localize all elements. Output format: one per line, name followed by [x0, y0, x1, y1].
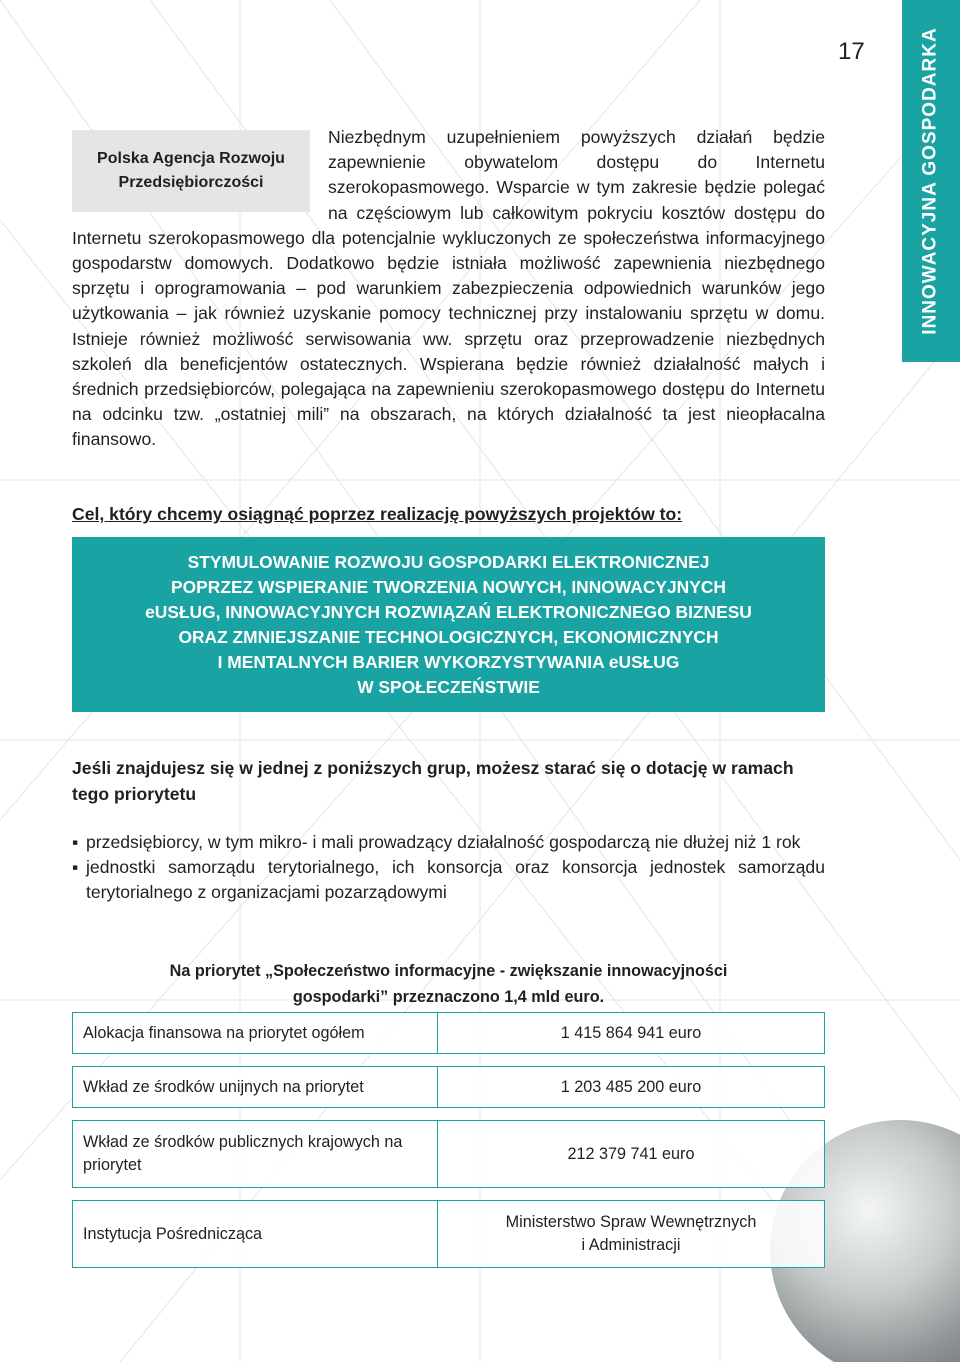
value-line: Ministerstwo Spraw Wewnętrznych — [505, 1213, 757, 1231]
goal-line: W SPOŁECZEŃSTWIE — [357, 676, 540, 697]
section-title-text: INNOWACYJNA GOSPODARKA — [920, 27, 941, 335]
list-item — [72, 855, 825, 905]
table-cell-value — [438, 1200, 825, 1268]
table-cell-label: Wkład ze środków unijnych na priorytet — [72, 1066, 438, 1108]
table-row — [72, 1012, 825, 1054]
priority-note-line2: gospodarki” przeznaczono 1,4 mld euro. — [292, 988, 605, 1006]
table-row — [72, 1200, 825, 1268]
bullet-icon: ▪ — [72, 857, 79, 878]
value-line: i Administracji — [581, 1236, 681, 1254]
list-item-text: przedsiębiorcy, w tym mikro- i mali prowadzący działalność gospodarczą nie dłużej niż 1 rok — [86, 832, 801, 852]
value-line: 1 415 864 941 euro — [560, 1023, 702, 1042]
eligibility-list — [72, 830, 825, 906]
eligibility-heading: Jeśli znajdujesz się w jednej z poniższych grup, możesz starać się o dotację w ramach tego priorytetu — [72, 758, 794, 804]
table-row — [72, 1120, 825, 1188]
goal-heading: Cel, który chcemy osiągnąć poprzez realizację powyższych projektów to: — [72, 504, 683, 524]
priority-note-line1: Na priorytet „Społeczeństwo informacyjne - zwiększanie innowacyjności — [169, 962, 728, 980]
table-cell-value — [438, 1066, 825, 1108]
list-item — [72, 830, 825, 855]
goal-line: POPRZEZ WSPIERANIE TWORZENIA NOWYCH, INNOWACYJNYCH — [171, 576, 726, 597]
bullet-icon: ▪ — [72, 832, 79, 852]
goal-line: I MENTALNYCH BARIER WYKORZYSTYWANIA eUSŁUG — [217, 651, 680, 672]
goal-line: ORAZ ZMNIEJSZANIE TECHNOLOGICZNYCH, EKONOMICZNYCH — [178, 626, 719, 647]
page-number: 17 — [838, 38, 865, 65]
table-cell-label: Wkład ze środków publicznych krajowych na priorytet — [72, 1120, 438, 1188]
list-item-text: jednostki samorządu terytorialnego, ich konsorcja oraz konsorcja jednostek samorządu terytorialnego z organizacjami pozarządowymi — [86, 857, 825, 903]
goal-line: eUSŁUG, INNOWACYJNYCH ROZWIĄZAŃ ELEKTRONICZNEGO BIZNESU — [145, 601, 752, 622]
agency-name-line2: Przedsiębiorczości — [118, 174, 264, 191]
agency-float-spacer — [72, 125, 328, 225]
body-paragraph — [72, 125, 825, 453]
table-cell-label: Instytucja Pośrednicząca — [72, 1200, 438, 1268]
body-paragraph-text: Niezbędnym uzupełnieniem powyższych działań będzie zapewnienie obywatelom dostępu do Internetu szerokopasmowego. Wsparcie w tym zakresie będzie polegać na częściowym lub całkowitym pokryciu kosztów dostępu do Internetu szerokopasmowego dla potencjalnie wykluczonych ze społeczeństwa informacyjnego gospodarstw domowych. Dodatkowo będzie istniała możliwość zapewnienia niezbędnego sprzętu i oprogramowania – pod warunkiem zabezpieczenia odpowiednich warunków jego użytkowania – jak również uzyskanie pomocy technicznej przy instalowaniu sprzętu w domu. Istnieje również możliwość serwisowania ww. sprzętu oraz przeprowadzenie niezbędnych szkoleń dla beneficjentów ostatecznych. Wspierana będzie również działalność małych i średnich przedsiębiorców, polegająca na zapewnieniu szerokopasmowego dostępu do Internetu na odcinku tzw. „ostatniej mili” na obszarach, na których działalność ta jest nieopłacalna finansowo. — [72, 127, 825, 450]
goal-line: STYMULOWANIE ROZWOJU GOSPODARKI ELEKTRONICZNEJ — [187, 551, 710, 572]
section-title — [902, 0, 960, 362]
value-line: 1 203 485 200 euro — [560, 1077, 702, 1096]
goal-box — [72, 537, 825, 712]
agency-name-line1: Polska Agencja Rozwoju — [97, 150, 285, 167]
table-cell-value — [438, 1012, 825, 1054]
funding-table — [72, 1000, 825, 1280]
value-line: 212 379 741 euro — [567, 1144, 695, 1163]
table-row — [72, 1066, 825, 1108]
table-cell-value — [438, 1120, 825, 1188]
table-cell-label: Alokacja finansowa na priorytet ogółem — [72, 1012, 438, 1054]
